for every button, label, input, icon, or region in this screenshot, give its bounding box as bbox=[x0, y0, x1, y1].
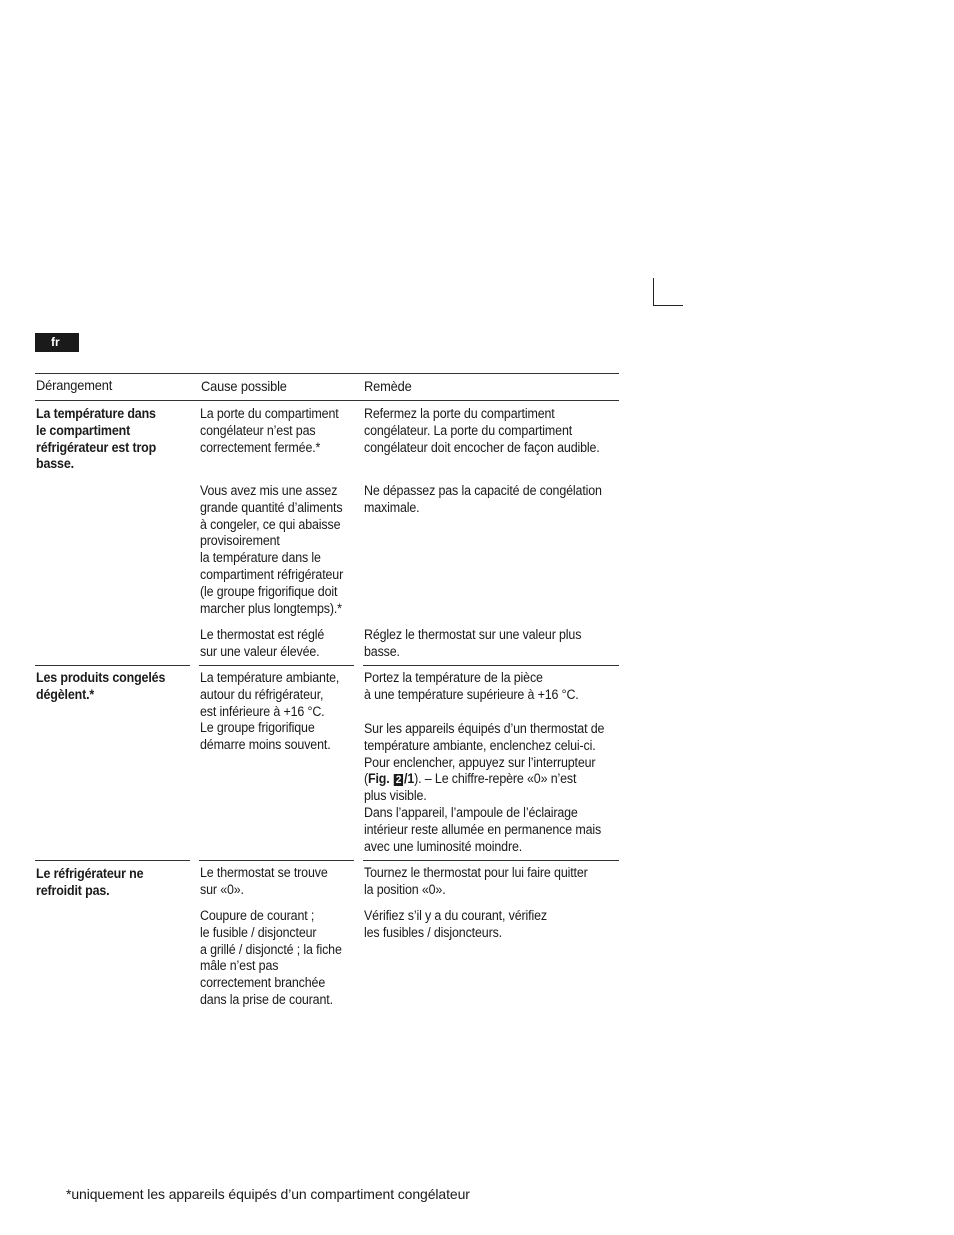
rule-cause-3 bbox=[199, 860, 354, 861]
problem-1: La température dans le compartiment réfrigérateur est trop basse. bbox=[36, 406, 157, 472]
remedy-1c: Réglez le thermostat sur une valeur plus basse. bbox=[364, 627, 582, 659]
problem-3: Le réfrigérateur ne refroidit pas. bbox=[36, 866, 144, 898]
remedy-1b: Ne dépassez pas la capacité de congélation maximale. bbox=[364, 483, 602, 515]
cause-3a: Le thermostat se trouve sur «0». bbox=[200, 865, 328, 897]
problem-2: Les produits congelés dégèlent.* bbox=[36, 670, 166, 702]
rule-remedy-2 bbox=[363, 665, 619, 666]
remedy-2b-text-end: ). – Le chiffre-repère «0» n’est plus visible. Dans l’appareil, l’ampoule de l’éclairage intérieur reste allumée en permanence mais avec une luminosité moindre. bbox=[364, 771, 602, 854]
cause-1b: Vous avez mis une assez grande quantité d’aliments à congeler, ce qui abaisse provisoirement la température dans le compartiment réfrigérateur (le groupe frigorifique doit marcher plus longtemps).* bbox=[200, 483, 344, 616]
table-top-rule bbox=[35, 373, 619, 374]
rule-cause-2 bbox=[199, 665, 354, 666]
header-cause: Cause possible bbox=[201, 379, 287, 394]
remedy-2a: Portez la température de la pièce à une température supérieure à +16 °C. bbox=[364, 670, 579, 702]
cause-2: La température ambiante, autour du réfrigérateur, est inférieure à +16 °C. Le groupe frigorifique démarre moins souvent. bbox=[200, 670, 340, 753]
figure-number: 2 bbox=[395, 774, 402, 787]
rule-remedy-3 bbox=[363, 860, 619, 861]
crop-mark-vertical bbox=[653, 278, 654, 306]
footnote: *uniquement les appareils équipés d’un compartiment congélateur bbox=[66, 1186, 470, 1202]
remedy-2b bbox=[364, 721, 604, 855]
cause-1a: La porte du compartiment congélateur n’est pas correctement fermée.* bbox=[200, 406, 339, 455]
table-header-rule bbox=[35, 400, 619, 401]
header-remede: Remède bbox=[364, 379, 412, 394]
header-derangement: Dérangement bbox=[36, 378, 113, 393]
cause-3b: Coupure de courant ; le fusible / disjoncteur a grillé / disjoncté ; la fiche mâle n’est pas correctement branchée dans la prise de courant. bbox=[200, 908, 342, 1007]
figure-ref: /1 bbox=[404, 771, 415, 787]
cause-1c: Le thermostat est réglé sur une valeur élevée. bbox=[200, 627, 325, 659]
rule-problem-3 bbox=[35, 860, 190, 861]
rule-problem-2 bbox=[35, 665, 190, 666]
figure-label: Fig. bbox=[368, 771, 390, 787]
remedy-1a: Refermez la porte du compartiment congélateur. La porte du compartiment congélateur doit encocher de façon audible. bbox=[364, 406, 600, 455]
language-badge: fr bbox=[35, 333, 79, 352]
remedy-3a: Tournez le thermostat pour lui faire quitter la position «0». bbox=[364, 865, 588, 897]
remedy-2b-text-start: Sur les appareils équipés d’un thermostat de température ambiante, enclenchez celui-ci. Pour enclencher, appuyez sur l’interrupteur ( bbox=[364, 721, 605, 787]
crop-mark-horizontal bbox=[653, 305, 683, 306]
remedy-3b: Vérifiez s’il y a du courant, vérifiez les fusibles / disjoncteurs. bbox=[364, 908, 547, 940]
